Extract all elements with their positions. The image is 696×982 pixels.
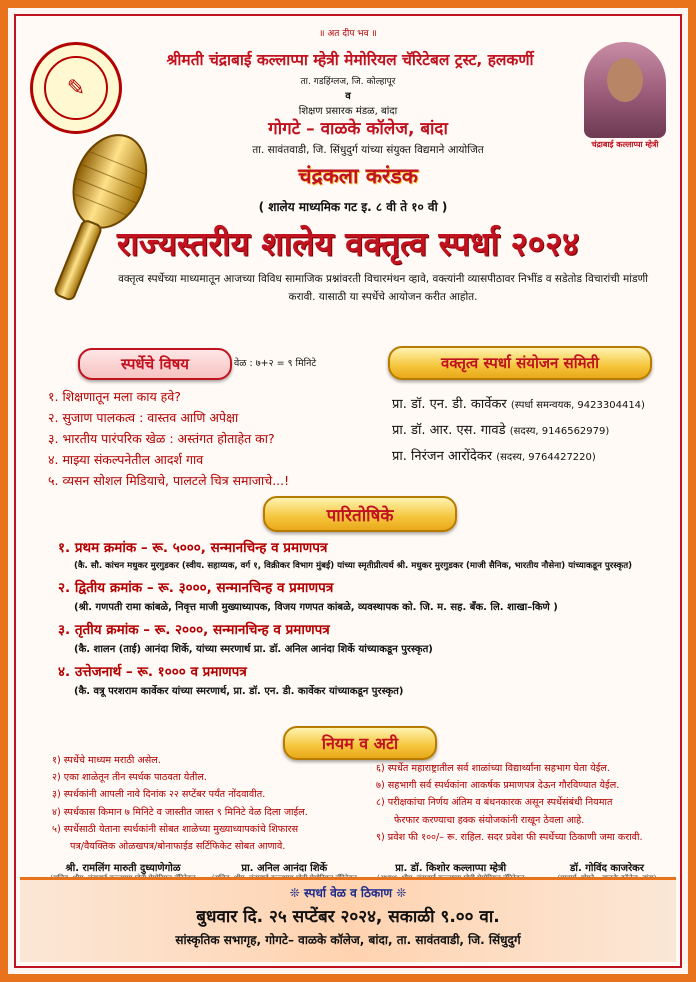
signatory-name: प्रा. अनिल आनंदा शिर्के [241,863,328,874]
topics-time: वेळ : ७+२ = ९ मिनिटे [234,358,317,369]
member-role: (सदस्य, 9146562979) [509,426,610,437]
member-role: (स्पर्धा समन्वयक, 9423304414) [510,400,645,411]
topics-heading: स्पर्धेचे विषय [78,348,232,380]
logo-emblem-icon: ✎ [44,56,108,120]
trophy-title: चंद्रकला करंडक [298,164,418,188]
member-name: प्रा. डॉ. एन. डी. कार्वेकर [392,397,507,412]
list-item: ४. माझ्या संकल्पनेतील आदर्श गाव [48,452,204,467]
prize-title: ४. उत्तेजनार्थ – रू. १००० व प्रमाणपत्र [58,664,247,680]
list-item: पत्र/वैयक्तिक ओळखपत्र/बोनाफाईड सर्टिफिकेट सोबत आणावे. [70,841,286,853]
prize-detail: (कै. शालन (ताई) आनंदा शिर्के, यांच्या स्मरणार्थ प्रा. डॉ. अनिल आनंदा शिर्के यांच्याकडून पुरस्कृत) [74,644,433,655]
signatory-name: श्री. रामलिंग मारुती दुध्याणेगोळ [65,863,181,874]
list-item: ६) स्पर्धेत महाराष्ट्रातील सर्व शाळांच्या विद्यार्थ्यांना सहभाग घेता येईल. [376,763,610,774]
college-name: गोगटे – वाळके कॉलेज, बांदा [268,119,448,139]
topics-list [48,386,388,491]
mandal-name: शिक्षण प्रसारक मंडळ, बांदा [298,106,398,117]
prize-title: १. प्रथम क्रमांक – रू. ५०००, सन्मानचिन्ह व प्रमाणपत्र [58,540,328,556]
top-mark: ॥ अत दीप भव ॥ [319,29,377,39]
committee-list [392,394,682,472]
member-name: प्रा. निरंजन आरोंदेकर [392,449,493,464]
list-item: ३) स्पर्धकांनी आपली नावे दिनांक २२ सप्टेंबर पर्यंत नोंदवावीत. [52,789,266,801]
list-item: ३. भारतीय पारंपरिक खेळ : अस्तंगत होताहेत का? [48,431,275,446]
list-item: फेरफार करण्याचा हक्क संयोजकांनी राखून ठेवला आहे. [394,814,585,826]
footer-heading: ❊ स्पर्धा वेळ व ठिकाण ❊ [289,886,407,900]
rules-left [52,752,372,855]
member-role: (सदस्य, 9764427220) [496,452,596,463]
list-item [392,420,682,446]
and-text: व [345,91,351,102]
joint-organizers: ता. सावंतवाडी, जि. सिंधुदुर्ग यांच्या संयुक्त विद्यमाने आयोजित [252,144,484,156]
list-item: ९) प्रवेश फी १००/– रू. राहिल. सदर प्रवेश फी स्पर्धेच्या ठिकाणी जमा करावी. [376,831,643,843]
prize-detail: (कै. वत्रू परशराम कार्वेकर यांच्या स्मरणार्थ, प्रा. डॉ. एन. डी. कार्वेकर यांच्याकडून पुरस्कृत) [74,686,404,697]
list-item: ५) स्पर्धेसाठी येताना स्पर्धकांनी सोबत शाळेच्या मुख्याध्यापकांचे शिफारस [52,823,299,835]
prizes-list [58,538,683,697]
list-item: २) एका शाळेतून तीन स्पर्धक पाठवता येतील. [52,772,207,784]
list-item: ५. व्यसन सोशल मिडियाचे, पालटले चित्र समाजाचे...! [48,473,290,488]
event-footer [20,877,676,962]
prize-detail: (श्री. गणपती रामा कांबळे, निवृत्त माजी मुख्याध्यापक, विजय गणपत कांबळे, व्यवस्थापक को. जि. म. सह. बँक. लि. शाखा–किणे ) [74,602,558,613]
list-item: १. शिक्षणातून मला काय हवे? [48,389,181,404]
list-item [392,446,682,472]
photo-caption: चंद्राबाई कल्लाप्पा म्हेत्री [591,140,659,149]
list-item: ८) परीक्षकांचा निर्णय अंतिम व बंधनकारक असून स्पर्धेसंबंधी नियमात [376,797,613,809]
founder-photo [584,42,666,149]
member-name: प्रा. डॉ. आर. एस. गावडे [392,423,506,438]
institution-logo [30,42,122,134]
list-item [392,394,682,420]
signatory-name: प्रा. डॉ. किशोर कल्लाप्पा म्हेत्री [395,863,507,874]
prize-title: २. द्वितीय क्रमांक – रू. ३०००, सन्मानचिन्ह व प्रमाणपत्र [58,580,334,596]
main-title: राज्यस्तरीय शालेय वक्तृत्व स्पर्धा २०२४ [116,224,580,263]
trust-address: ता. गडहिंग्लज, जि. कोल्हापूर [300,77,396,87]
list-item: २. सुजाण पालकत्व : वास्तव आणि अपेक्षा [48,410,239,425]
prize-title: ३. तृतीय क्रमांक – रू. २०००, सन्मानचिन्ह व प्रमाणपत्र [58,622,330,638]
event-date-time: बुधवार दि. २५ सप्टेंबर २०२४, सकाळी ९.०० वा. [196,907,500,927]
list-item: ४) स्पर्धकास किमान ७ मिनिटे व जास्तीत जास्त ९ मिनिटे वेळ दिला जाईल. [52,806,308,818]
list-item: १) स्पर्धेचे माध्यम मराठी असेल. [52,755,161,766]
prizes-heading: पारितोषिके [263,496,457,532]
event-venue: सांस्कृतिक सभागृह, गोगटे– वाळके कॉलेज, बांदा, ता. सावंतवाडी, जि. सिंधुदुर्ग [175,933,521,947]
intro-text: वक्तृत्व स्पर्धेच्या माध्यमातून आजच्या विविध सामाजिक प्रश्नांवरती विचारमंथन व्हावे, वक्त्यांनी व्यासपीठावर निभींड व सडेतोड विचारांची मांडणी करावी. यासाठी या स्पर्धेचे आयोजन करीत आहोत. [118,273,648,303]
signatory-name: डॉ. गोविंद काजरेकर [570,863,644,874]
prize-detail: (कै. सौ. कांचन मधुकर मुरगुडकर (स्वीय. सहाय्यक, वर्ग १, विक्रीकर विभाग मुंबई) यांच्या स्मृतीप्रीत्यर्थ श्री. मधुकर मुरगुडकर (माजी सैनिक, भारतीय नौसेना) यांच्याकडून पुरस्कृत) [74,561,633,571]
rules-heading: नियम व अटी [283,726,437,760]
trust-name: श्रीमती चंद्राबाई कल्लाप्पा म्हेत्री मेमोरियल चॅरिटेबल ट्रस्ट, हलकर्णी [166,51,534,69]
rules-right [376,760,696,846]
age-group: ( शालेय माध्यमिक गट इ. ८ वी ते १० वी ) [258,200,448,214]
committee-heading: वक्तृत्व स्पर्धा संयोजन समिती [388,346,652,380]
list-item: ७) सहभागी सर्व स्पर्धकांना आकर्षक प्रमाणपत्र देऊन गौरविण्यात येईल. [376,780,620,792]
